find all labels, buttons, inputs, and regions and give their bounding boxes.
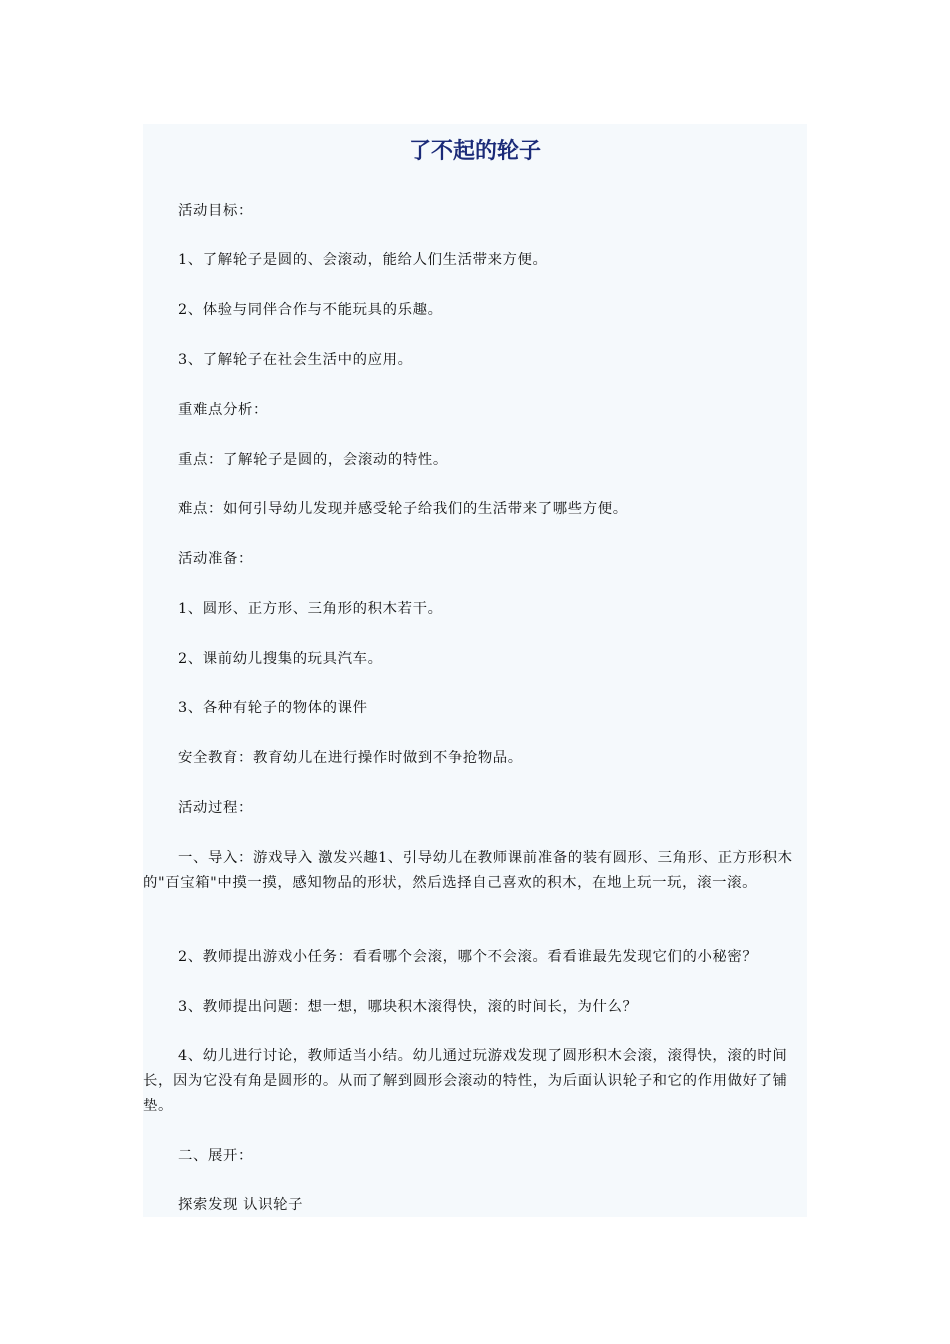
heading-expansion: 二、展开： [178, 1148, 253, 1164]
process-step-3: 3、教师提出问题：想一想，哪块积木滚得快，滚的时间长，为什么？ [178, 999, 638, 1015]
preparation-item-3: 3、各种有轮子的物体的课件 [178, 700, 368, 716]
difficult-point: 难点：如何引导幼儿发现并感受轮子给我们的生活带来了哪些方便。 [178, 501, 628, 517]
process-step-4: 4、幼儿进行讨论，教师适当小结。幼儿通过玩游戏发现了圆形积木会滚，滚得快，滚的时间长，因为它没有角是圆形的。从而了解到圆形会滚动的特性，为后面认识轮子和它的作用做好了铺垫。 [143, 1048, 788, 1114]
heading-process: 活动过程： [178, 800, 253, 816]
key-point: 重点：了解轮子是圆的，会滚动的特性。 [178, 452, 448, 468]
heading-key-points: 重难点分析： [178, 402, 268, 418]
document-title: 了不起的轮子 [408, 139, 541, 164]
goal-item-1: 1、了解轮子是圆的、会滚动，能给人们生活带来方便。 [178, 252, 548, 268]
preparation-item-2: 2、课前幼儿搜集的玩具汽车。 [178, 651, 383, 667]
subheading-explore: 探索发现 认识轮子 [178, 1197, 304, 1213]
goal-item-3: 3、了解轮子在社会生活中的应用。 [178, 352, 413, 368]
heading-activity-goals: 活动目标： [178, 203, 253, 219]
goal-item-2: 2、体验与同伴合作与不能玩具的乐趣。 [178, 302, 443, 318]
document-page [143, 124, 807, 1217]
process-intro: 一、导入：游戏导入 激发兴趣1、引导幼儿在教师课前准备的装有圆形、三角形、正方形积木的"百宝箱"中摸一摸，感知物品的形状，然后选择自己喜欢的积木，在地上玩一玩，滚一滚。 [143, 850, 793, 891]
safety-education: 安全教育：教育幼儿在进行操作时做到不争抢物品。 [178, 750, 523, 766]
heading-preparation: 活动准备： [178, 551, 253, 567]
process-step-2: 2、教师提出游戏小任务：看看哪个会滚，哪个不会滚。看看谁最先发现它们的小秘密？ [178, 949, 758, 965]
preparation-item-1: 1、圆形、正方形、三角形的积木若干。 [178, 601, 443, 617]
